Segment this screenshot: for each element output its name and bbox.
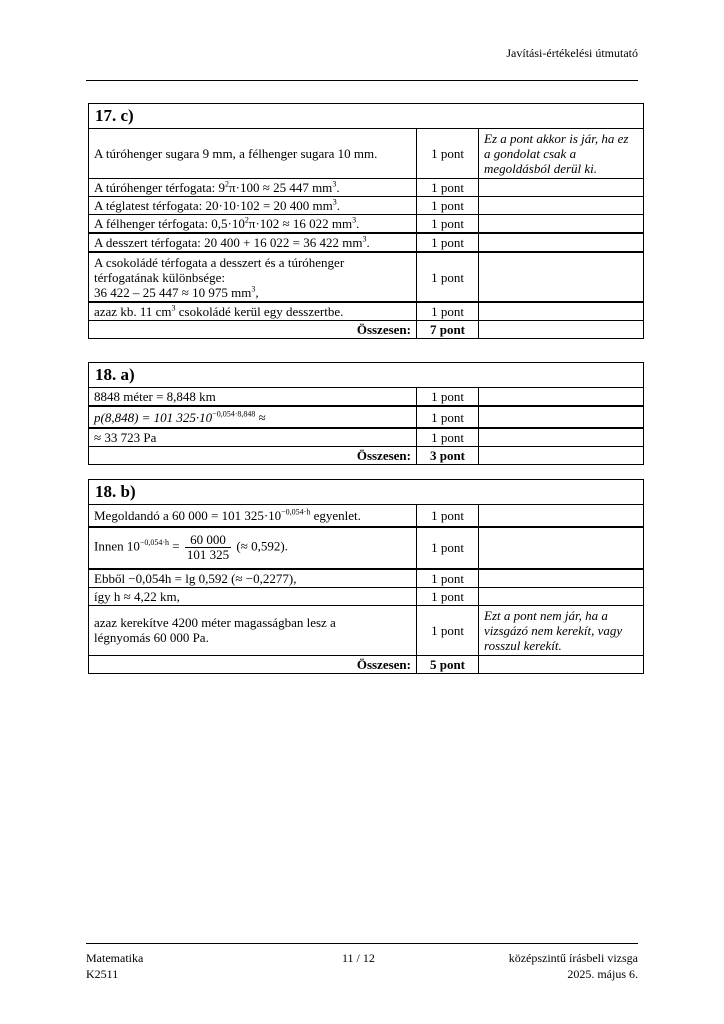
solution-step: Innen $10^{-0,054\cdot h}$ = $\frac{60 000}{101 325}$ (≈ 0,592). [89, 527, 417, 569]
solution-step: A félhenger térfogata: $0,5\cdot 10^2\pi\cdot 102 \approx 16$ 022 $mm^3$. [89, 215, 417, 234]
points: 1 pont [417, 428, 479, 447]
table-18a [88, 362, 644, 465]
solution-step: Ebből −0,054h = lg 0,592 (≈ −0,2277), [89, 569, 417, 588]
points: 1 pont [417, 569, 479, 588]
points: 1 pont [417, 406, 479, 428]
footer-left [86, 950, 143, 982]
footer-code: K2511 [86, 967, 119, 981]
points: 1 pont [417, 197, 479, 215]
grader-note: Ez a pont akkor is jár, ha ez a gondolat csak a megoldásból derül ki. [479, 129, 644, 179]
footer-divider [86, 943, 638, 944]
total-points: 7 pont [417, 321, 479, 339]
header-title: Javítási-értékelési útmutató [506, 46, 638, 60]
total-points: 3 pont [417, 447, 479, 465]
total-label: Összesen: [89, 447, 417, 465]
section-title: 18. a) [89, 363, 644, 388]
points: 1 pont [417, 179, 479, 197]
table-18b [88, 479, 644, 674]
total-label: Összesen: [89, 321, 417, 339]
page-number: 11 / 12 [342, 951, 375, 965]
section-title: 18. b) [89, 480, 644, 505]
solution-step: azaz kb. 11 $cm^3$ csokoládé kerül egy desszertbe. [89, 302, 417, 321]
total-label: Összesen: [89, 655, 417, 673]
footer-exam: középszintű írásbeli vizsga [508, 951, 638, 965]
points: 1 pont [417, 527, 479, 569]
points: 1 pont [417, 388, 479, 407]
grader-note: Ezt a pont nem jár, ha a vizsgázó nem kerekít, vagy rosszul kerekít. [479, 605, 644, 655]
solution-step: p(8,848) = 101 $325\cdot 10^{-0,054\cdot 8,848}$ ≈ [89, 406, 417, 428]
points: 1 pont [417, 252, 479, 302]
solution-step: A túróhenger sugara 9 mm, a félhenger sugara 10 mm. [89, 129, 417, 179]
section-title: 17. c) [89, 104, 644, 129]
points: 1 pont [417, 129, 479, 179]
solution-step: ≈ 33 723 Pa [89, 428, 417, 447]
points: 1 pont [417, 605, 479, 655]
table-17c [88, 103, 644, 339]
solution-step: azaz kerekítve 4200 méter magasságban lesz a légnyomás 60 000 Pa. [89, 605, 417, 655]
footer-subject: Matematika [86, 951, 144, 965]
points: 1 pont [417, 505, 479, 527]
total-points: 5 pont [417, 655, 479, 673]
fraction: $\frac{60 000}{101 325}$ [186, 532, 230, 562]
points: 1 pont [417, 233, 479, 252]
points: 1 pont [417, 215, 479, 234]
points: 1 pont [417, 587, 479, 605]
solution-step: 8848 méter = 8,848 km [89, 388, 417, 407]
points: 1 pont [417, 302, 479, 321]
solution-step: így h ≈ 4,22 km, [89, 587, 417, 605]
solution-step: A túróhenger térfogata: $9^2\pi\cdot 100 \approx 25$ 447 $mm^3$. [89, 179, 417, 197]
solution-step: A desszert térfogata: 20 400 + 16 022 = 36 422 $mm^3$. [89, 233, 417, 252]
footer-right [509, 950, 638, 982]
solution-step: A csokoládé térfogata a desszert és a túróhenger térfogatának különbsége: 36 422 – 25 447 ≈ 10 975 $mm^3$, [89, 252, 417, 302]
footer-date: 2025. május 6. [567, 967, 638, 981]
solution-step: Megoldandó a 60 000 = 101 $325\cdot 10^{-0,054\cdot h}$ egyenlet. [89, 505, 417, 527]
solution-step: A téglatest térfogata: 20·10·102 = 20 400 $mm^3$. [89, 197, 417, 215]
header-divider [86, 80, 638, 81]
